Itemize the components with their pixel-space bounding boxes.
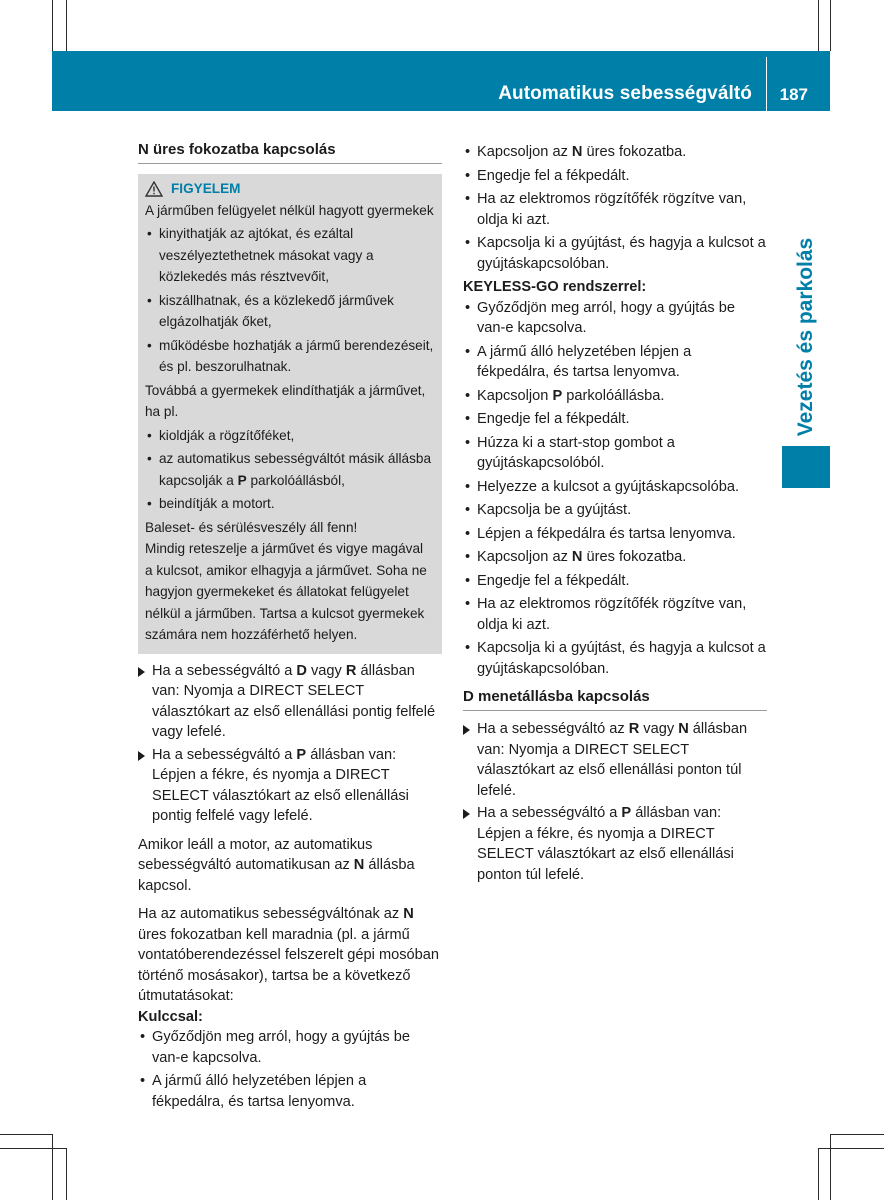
crop-mark xyxy=(818,0,819,51)
warning-paragraph: Baleset- és sérülésveszély áll fenn! xyxy=(145,519,358,535)
step-arrow-icon xyxy=(138,667,145,677)
step-arrow-icon xyxy=(138,751,145,761)
side-tab-marker xyxy=(782,446,830,488)
list-item: • A jármű álló helyzetében lépjen a fékpedálra, és tartsa lenyomva. xyxy=(138,1071,442,1112)
crop-mark xyxy=(52,1134,53,1200)
warning-header xyxy=(145,178,434,200)
list-item: • kiszállhatnak, és a közlekedő járművek elgázolhatják őket, xyxy=(145,290,434,333)
bullet-list xyxy=(138,1027,442,1112)
gear-letter: P xyxy=(621,805,632,821)
body-paragraph: Ha az automatikus sebességváltónak az N üres fokozatban kell maradnia (pl. a jármű vontatóberendezéssel felszerelt gépi mosóban történő mosásakor), tartsa be a következő útmutatásokat: xyxy=(138,906,439,1004)
warning-title: FIGYELEM xyxy=(171,181,241,196)
warning-list xyxy=(145,425,434,515)
section-heading-drive: D menetállásba kapcsolás xyxy=(463,687,767,711)
gear-letter: N xyxy=(678,721,689,737)
list-item: • Kapcsoljon P parkolóállásba. xyxy=(463,386,767,407)
list-item: • kioldják a rögzítőféket, xyxy=(145,425,434,447)
header-divider xyxy=(766,57,767,111)
gear-letter: R xyxy=(628,721,640,737)
gear-letter: R xyxy=(345,662,357,679)
list-item: • Húzza ki a start-stop gombot a gyújtáskapcsolóból. xyxy=(463,433,767,474)
step-arrow-icon xyxy=(463,725,470,735)
gear-letter: P xyxy=(296,746,307,763)
list-item: • Engedje fel a fékpedált. xyxy=(463,571,767,592)
warning-triangle-icon xyxy=(145,181,163,197)
body-paragraph: Amikor leáll a motor, az automatikus sebességváltó automatikusan az N állásba kapcsol. xyxy=(138,836,415,894)
crop-mark xyxy=(830,1134,831,1200)
list-item: • Lépjen a fékpedálra és tartsa lenyomva. xyxy=(463,524,767,545)
warning-list xyxy=(145,223,434,378)
instruction-steps xyxy=(138,661,442,827)
subheading-kulccsal: Kulccsal: xyxy=(138,1008,203,1025)
instruction-step: Ha a sebességváltó a P állásban van: Lépjen a fékre, és nyomja a DIRECT SELECT választókart az első ellenállási ponton túl lefelé. xyxy=(463,803,767,885)
gear-letter: N xyxy=(353,857,365,873)
list-item: • kinyithatják az ajtókat, és ezáltal veszélyeztethetnek másokat vagy a közlekedés más résztvevőit, xyxy=(145,223,434,288)
crop-mark xyxy=(66,0,67,51)
list-item: • Győződjön meg arról, hogy a gyújtás be van-e kapcsolva. xyxy=(463,298,767,339)
warning-box xyxy=(138,174,442,654)
list-item: • beindítják a motort. xyxy=(145,493,434,515)
header-band xyxy=(52,51,830,111)
list-item: • Kapcsoljon az N üres fokozatba. xyxy=(463,142,767,163)
gear-letter: N xyxy=(571,549,583,565)
page-title: Automatikus sebességváltó xyxy=(498,83,752,104)
crop-mark xyxy=(830,0,831,51)
list-item: • A jármű álló helyzetében lépjen a fékpedálra, és tartsa lenyomva. xyxy=(463,342,767,383)
crop-mark xyxy=(818,1148,884,1149)
list-item: • Ha az elektromos rögzítőfék rögzítve van, oldja ki azt. xyxy=(463,189,767,230)
crop-mark xyxy=(0,1148,66,1149)
gear-letter: P xyxy=(237,472,247,488)
crop-mark xyxy=(830,1134,884,1135)
list-item: • Helyezze a kulcsot a gyújtáskapcsolóba. xyxy=(463,477,767,498)
instruction-steps xyxy=(463,719,767,885)
list-item: • Kapcsolja be a gyújtást. xyxy=(463,500,767,521)
bullet-list xyxy=(463,142,767,274)
list-item: • Ha az elektromos rögzítőfék rögzítve van, oldja ki azt. xyxy=(463,594,767,635)
list-item: • Kapcsolja ki a gyújtást, és hagyja a kulcsot a gyújtáskapcsolóban. xyxy=(463,233,767,274)
list-item: • Győződjön meg arról, hogy a gyújtás be van-e kapcsolva. xyxy=(138,1027,442,1068)
list-item: • működésbe hozhatják a jármű berendezéseit, és pl. beszorulhatnak. xyxy=(145,335,434,378)
list-item: • Kapcsolja ki a gyújtást, és hagyja a kulcsot a gyújtáskapcsolóban. xyxy=(463,638,767,679)
bullet-list xyxy=(463,298,767,680)
warning-paragraph: Továbbá a gyermekek elindíthatják a járművet, ha pl. xyxy=(145,382,426,419)
crop-mark xyxy=(66,1148,67,1200)
warning-paragraph: Mindig reteszelje a járművet és vigye magával a kulcsot, amikor elhagyja a járművet. Soha ne hagyjon gyermekeket és állatokat felügyelet nélkül a járműben. Tartsa a kulcsot gyermekek számára nem hozzáférhető helyen. xyxy=(145,541,427,642)
subheading-keyless-go: KEYLESS-GO rendszerrel: xyxy=(463,279,647,295)
gear-letter: D xyxy=(296,662,307,679)
list-item: • Kapcsoljon az N üres fokozatba. xyxy=(463,547,767,568)
list-item: • Engedje fel a fékpedált. xyxy=(463,166,767,187)
instruction-step: Ha a sebességváltó az R vagy N állásban van: Nyomja a DIRECT SELECT választókart az első ellenállási ponton túl lefelé. xyxy=(463,719,767,801)
side-tab-label: Vezetés és parkolás xyxy=(794,237,817,437)
crop-mark xyxy=(818,1148,819,1200)
warning-paragraph: A járműben felügyelet nélkül hagyott gyermekek xyxy=(145,202,434,218)
instruction-step: Ha a sebességváltó a P állásban van: Lépjen a fékre, és nyomja a DIRECT SELECT választókart az első ellenállási pontig felfelé vagy lefelé. xyxy=(138,745,442,827)
gear-letter: N xyxy=(571,144,583,160)
step-arrow-icon xyxy=(463,809,470,819)
section-heading-neutral: N üres fokozatba kapcsolás xyxy=(138,140,442,164)
list-item: • Engedje fel a fékpedált. xyxy=(463,409,767,430)
gear-letter: P xyxy=(552,387,563,404)
column-right xyxy=(463,142,767,887)
page-number: 187 xyxy=(779,85,808,104)
instruction-step: Ha a sebességváltó a D vagy R állásban van: Nyomja a DIRECT SELECT választókart az első ellenállási pontig felfelé vagy lefelé. xyxy=(138,661,442,743)
gear-letter: N xyxy=(403,906,414,922)
list-item: • az automatikus sebességváltót másik állásba kapcsolják a P parkolóállásból, xyxy=(145,448,434,491)
column-left xyxy=(138,140,442,1115)
crop-mark xyxy=(0,1134,52,1135)
crop-mark xyxy=(52,0,53,51)
